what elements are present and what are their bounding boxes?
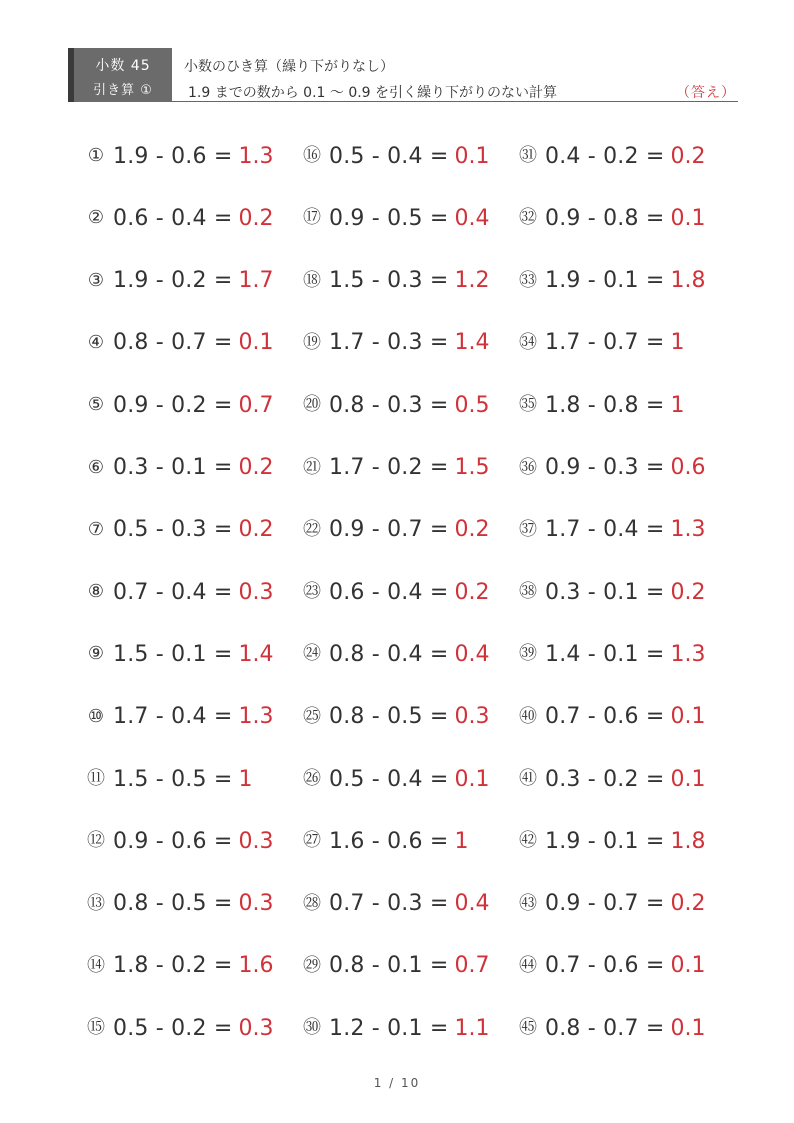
problem-number: ㊴: [519, 643, 537, 665]
problem-answer: 0.3: [454, 704, 490, 730]
problem-answer: 0.1: [454, 766, 490, 792]
problem-row: [302, 136, 490, 176]
problem-number: ⑦: [87, 518, 105, 540]
problem-expression: 1.9 - 0.1 =: [545, 828, 665, 854]
problem-number: ㉔: [303, 643, 321, 665]
problem-row: [518, 821, 706, 861]
problem-row: [302, 323, 490, 363]
problem-row: [518, 198, 706, 238]
problem-number: ㉛: [519, 145, 537, 166]
worksheet-subtitle: 1.9 までの数から 0.1 ～ 0.9 を引く繰り下がりのない計算: [188, 85, 558, 101]
problem-expression: 1.5 - 0.3 =: [329, 268, 449, 294]
problem-row: [86, 884, 274, 924]
problem-answer: 0.7: [238, 392, 274, 418]
problem-answer: 1.8: [670, 268, 706, 294]
problem-answer: 1.3: [238, 704, 274, 730]
problem-row: [302, 634, 490, 674]
problem-expression: 0.8 - 0.1 =: [329, 953, 449, 979]
problem-answer: 1.3: [670, 641, 706, 667]
problem-answer: 1.2: [454, 268, 490, 294]
problem-number: ②: [87, 207, 105, 229]
problem-number: ⑤: [87, 394, 105, 416]
problem-expression: 1.2 - 0.1 =: [329, 1015, 449, 1041]
problem-number: ⑪: [87, 768, 105, 789]
problem-row: [86, 572, 274, 612]
problem-expression: 0.9 - 0.8 =: [545, 205, 665, 231]
tag-title: 小数 45: [95, 58, 151, 74]
problem-answer: 0.2: [238, 205, 274, 231]
problem-answer: 1.7: [238, 268, 274, 294]
problem-answer: 1.3: [670, 517, 706, 543]
problem-row: [518, 323, 685, 363]
problem-row: [86, 759, 253, 799]
problem-expression: 0.9 - 0.5 =: [329, 205, 449, 231]
problem-answer: 1: [454, 828, 469, 854]
problem-number: ⑱: [303, 269, 321, 291]
problem-answer: 0.1: [238, 330, 274, 356]
problem-row: [518, 697, 706, 737]
worksheet-tag: [68, 48, 172, 102]
problem-number: ⑧: [87, 581, 105, 603]
problem-number: ㉝: [519, 269, 537, 291]
problem-row: [86, 323, 274, 363]
problem-number: ㉘: [303, 892, 321, 914]
page-number: 1 / 10: [373, 1076, 421, 1090]
problem-row: [518, 136, 706, 176]
problem-number: ⑩: [87, 705, 105, 727]
problem-answer: 1.1: [454, 1015, 490, 1041]
problem-expression: 1.7 - 0.7 =: [545, 330, 665, 356]
problem-expression: 0.5 - 0.2 =: [113, 1015, 233, 1041]
problem-number: ④: [87, 331, 105, 353]
problem-expression: 0.9 - 0.7 =: [329, 517, 449, 543]
problem-expression: 0.3 - 0.2 =: [545, 766, 665, 792]
problem-expression: 1.9 - 0.6 =: [113, 143, 233, 169]
problem-answer: 1.3: [238, 143, 274, 169]
problem-expression: 0.9 - 0.2 =: [113, 392, 233, 418]
problem-answer: 0.2: [670, 579, 706, 605]
problem-expression: 1.9 - 0.2 =: [113, 268, 233, 294]
problem-expression: 0.3 - 0.1 =: [545, 579, 665, 605]
problem-number: ㊲: [519, 518, 537, 540]
problem-row: [302, 198, 490, 238]
problem-row: [518, 884, 706, 924]
problem-number: ㊸: [519, 892, 537, 914]
problem-answer: 0.7: [454, 953, 490, 979]
problem-answer: 1.4: [238, 641, 274, 667]
problem-expression: 1.7 - 0.4 =: [113, 704, 233, 730]
problem-number: ⑥: [87, 456, 105, 478]
problem-number: ⑲: [303, 331, 321, 353]
problem-number: ㉓: [303, 581, 321, 603]
problem-row: [518, 261, 706, 301]
problem-answer: 1.6: [238, 953, 274, 979]
problem-row: [518, 634, 706, 674]
problem-answer: 0.2: [238, 455, 274, 480]
problem-row: [302, 448, 490, 488]
problem-expression: 0.7 - 0.3 =: [329, 891, 449, 917]
problem-expression: 0.9 - 0.6 =: [113, 828, 233, 854]
problem-expression: 0.8 - 0.3 =: [329, 392, 449, 418]
problem-row: [302, 884, 490, 924]
problem-answer: 0.2: [670, 143, 706, 169]
problem-answer: 1.8: [670, 828, 706, 854]
problem-expression: 1.6 - 0.6 =: [329, 828, 449, 854]
problem-answer: 0.3: [238, 1015, 274, 1041]
problem-row: [86, 385, 274, 425]
problem-row: [518, 448, 706, 488]
problem-row: [86, 448, 274, 488]
problem-expression: 0.5 - 0.3 =: [113, 517, 233, 543]
problem-expression: 1.5 - 0.5 =: [113, 766, 233, 792]
problem-expression: 1.7 - 0.2 =: [329, 455, 449, 480]
problem-number: ㉒: [303, 518, 321, 540]
header-divider: [172, 101, 738, 102]
problem-row: [86, 261, 274, 301]
problem-expression: 1.5 - 0.1 =: [113, 641, 233, 667]
problem-expression: 0.6 - 0.4 =: [113, 205, 233, 231]
problem-answer: 0.2: [238, 517, 274, 543]
problem-answer: 0.3: [238, 579, 274, 605]
problem-expression: 0.5 - 0.4 =: [329, 143, 449, 169]
problem-number: ㊹: [519, 954, 537, 976]
problem-answer: 0.1: [670, 704, 706, 730]
problem-row: [86, 1008, 274, 1048]
problem-answer: 0.1: [670, 1015, 706, 1041]
problem-number: ㉑: [303, 456, 321, 478]
problem-expression: 0.8 - 0.4 =: [329, 641, 449, 667]
problem-row: [302, 385, 490, 425]
problem-row: [302, 1008, 490, 1048]
problem-row: [86, 946, 274, 986]
problem-number: ⑬: [87, 892, 105, 914]
problem-row: [86, 821, 274, 861]
problem-expression: 0.7 - 0.4 =: [113, 579, 233, 605]
problem-number: ㊷: [519, 830, 537, 852]
problem-row: [86, 510, 274, 550]
problem-expression: 0.9 - 0.3 =: [545, 455, 665, 480]
problem-number: ㉜: [519, 207, 537, 229]
problem-answer: 0.2: [454, 579, 490, 605]
problem-row: [86, 697, 274, 737]
problem-number: ㉟: [519, 394, 537, 416]
problem-expression: 0.4 - 0.2 =: [545, 143, 665, 169]
problem-expression: 1.4 - 0.1 =: [545, 641, 665, 667]
problem-row: [302, 821, 469, 861]
tag-subtitle: 引き算 ①: [93, 83, 153, 98]
problem-answer: 0.1: [670, 766, 706, 792]
problem-row: [518, 385, 685, 425]
problem-row: [302, 759, 490, 799]
problem-number: ㊳: [519, 581, 537, 603]
problem-number: ㊺: [519, 1017, 537, 1039]
problem-expression: 0.8 - 0.5 =: [113, 891, 233, 917]
problem-answer: 1: [670, 392, 685, 418]
problem-number: ㊶: [519, 768, 537, 789]
problem-expression: 0.3 - 0.1 =: [113, 455, 233, 480]
problem-expression: 0.7 - 0.6 =: [545, 704, 665, 730]
problem-number: ①: [87, 145, 105, 166]
problem-row: [518, 1008, 706, 1048]
problem-row: [86, 634, 274, 674]
problem-number: ㊱: [519, 456, 537, 478]
problem-answer: 1: [670, 330, 685, 356]
problem-number: ㊵: [519, 705, 537, 727]
problem-number: ⑫: [87, 830, 105, 852]
problem-number: ⑳: [303, 394, 321, 416]
problem-answer: 0.3: [238, 828, 274, 854]
problem-row: [86, 136, 274, 176]
problem-number: ㉗: [303, 830, 321, 852]
problem-number: ㉖: [303, 768, 321, 789]
problem-expression: 0.8 - 0.7 =: [113, 330, 233, 356]
problem-answer: 0.5: [454, 392, 490, 418]
problem-number: ⑯: [303, 145, 321, 166]
problem-expression: 1.7 - 0.3 =: [329, 330, 449, 356]
answer-label: （答え）: [676, 85, 736, 101]
problem-row: [302, 572, 490, 612]
problem-expression: 0.8 - 0.5 =: [329, 704, 449, 730]
problem-number: ⑭: [87, 954, 105, 976]
problem-answer: 0.6: [670, 455, 706, 480]
problem-expression: 1.8 - 0.2 =: [113, 953, 233, 979]
problem-expression: 1.7 - 0.4 =: [545, 517, 665, 543]
worksheet-header: [68, 48, 738, 102]
problem-answer: 0.4: [454, 891, 490, 917]
problem-answer: 0.4: [454, 205, 490, 231]
problem-expression: 0.5 - 0.4 =: [329, 766, 449, 792]
problem-row: [518, 572, 706, 612]
problem-row: [302, 697, 490, 737]
problem-expression: 1.8 - 0.8 =: [545, 392, 665, 418]
problem-answer: 1.5: [454, 455, 490, 480]
problem-row: [518, 759, 706, 799]
problem-expression: 0.6 - 0.4 =: [329, 579, 449, 605]
problem-answer: 0.4: [454, 641, 490, 667]
problem-number: ③: [87, 269, 105, 291]
problem-row: [302, 510, 490, 550]
problem-answer: 0.1: [670, 953, 706, 979]
problem-number: ⑰: [303, 207, 321, 229]
problem-answer: 0.3: [238, 891, 274, 917]
problem-expression: 0.8 - 0.7 =: [545, 1015, 665, 1041]
problem-number: ⑨: [87, 643, 105, 665]
problem-expression: 0.7 - 0.6 =: [545, 953, 665, 979]
problem-answer: 1.4: [454, 330, 490, 356]
problem-number: ⑮: [87, 1017, 105, 1039]
problem-row: [518, 946, 706, 986]
problem-row: [86, 198, 274, 238]
problem-row: [302, 946, 490, 986]
problem-answer: 0.1: [670, 205, 706, 231]
problem-answer: 1: [238, 766, 253, 792]
problem-number: ㉙: [303, 954, 321, 976]
problem-row: [518, 510, 706, 550]
problem-number: ㉕: [303, 705, 321, 727]
problem-expression: 0.9 - 0.7 =: [545, 891, 665, 917]
problem-answer: 0.2: [670, 891, 706, 917]
worksheet-title: 小数のひき算（繰り下がりなし）: [184, 59, 394, 75]
problem-number: ㉚: [303, 1017, 321, 1039]
problem-row: [302, 261, 490, 301]
problem-answer: 0.1: [454, 143, 490, 169]
problem-answer: 0.2: [454, 517, 490, 543]
problem-number: ㉞: [519, 331, 537, 353]
problem-expression: 1.9 - 0.1 =: [545, 268, 665, 294]
